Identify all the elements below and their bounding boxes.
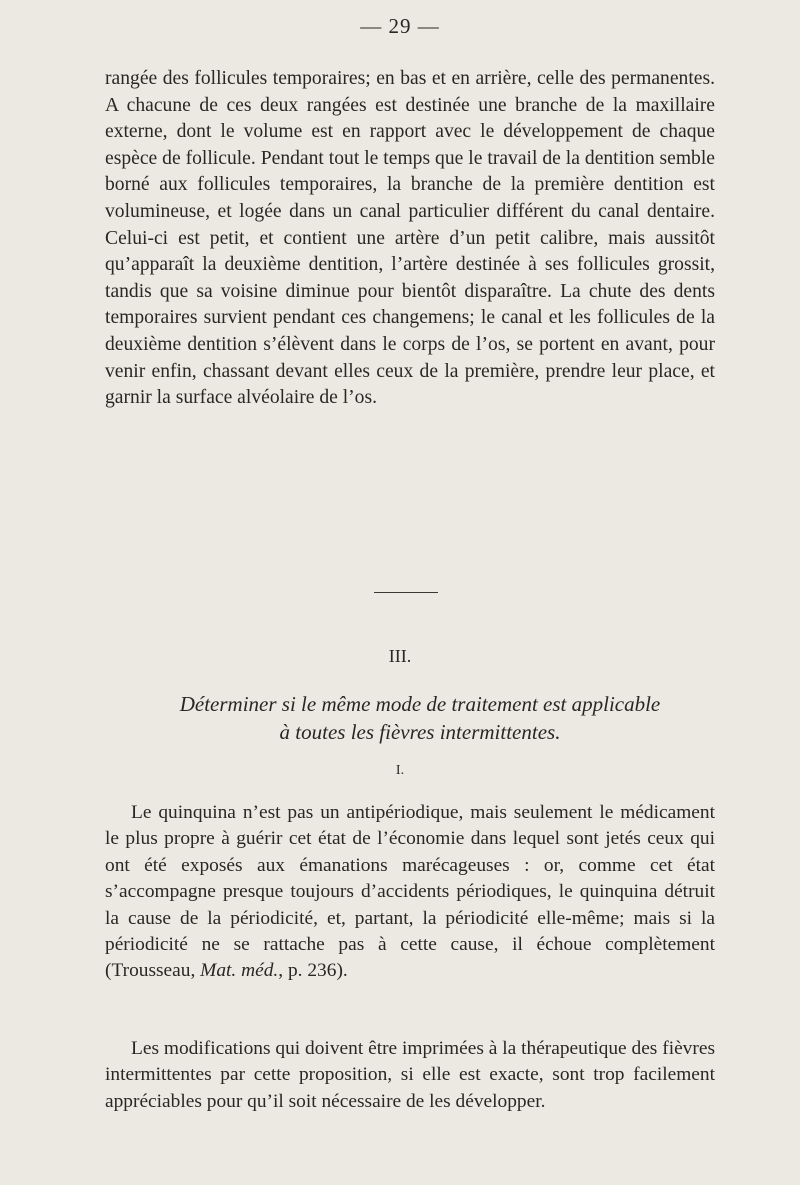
section-title-line-1: Déterminer si le même mode de traitement est applicable	[179, 692, 661, 716]
reference-title: Mat. méd.	[200, 960, 279, 982]
body-paragraph: rangée des follicules temporaires; en bas et en arrière, celle des permanentes. A chacune de ces deux rangées est destinée une branche de la maxillaire externe, dont le volume est en rapport avec le développement de chaque espèce de follicule. Pendant tout le temps que le travail de la dentition semble borné aux follicules temporaires, la branche de la première dentition est volumineuse, et logée dans un canal particulier différent du canal dentaire. Celui-ci est petit, et contient une artère d’un petit calibre, mais aussitôt qu’apparaît la deuxième dentition, l’artère destinée à ses follicules grossit, tandis que sa voisine diminue pour bientôt disparaître. La chute des dents temporaires survient pendant ces changemens; le canal et les follicules de la deuxième dentition s’élèvent dans le corps de l’os, se portent en avant, pour venir enfin, chassant devant elles ceux de la première, prendre leur place, et garnir la surface alvéolaire de l’os.	[105, 68, 715, 409]
subsection-number: I.	[395, 763, 405, 778]
section-divider	[374, 592, 438, 593]
section-title-line-2: à toutes les fièvres intermittentes.	[279, 720, 561, 744]
section-title	[130, 690, 710, 746]
section-number: III.	[388, 646, 412, 666]
section-paragraph	[105, 800, 715, 985]
paragraph-text: Le quinquina n’est pas un antipériodique, mais seulement le médicament le plus propre à guérir cet état de l’économie dans lequel sont jetés ceux qui ont été exposés aux émanations marécageuses : or, comme cet état s’accompagne presque toujours d’accidents périodiques, le quinquina détruit la cause de la périodicité, et, partant, la périodicité elle-même; mais si la périodicité ne se rattache pas à cette cause, il échoue complètement (Trousseau,	[105, 802, 715, 982]
reference-page: , p. 236).	[278, 960, 348, 982]
page-number: — 29 —	[360, 14, 440, 38]
section-paragraph: Les modifications qui doivent être imprimées à la thérapeutique des fièvres intermittentes par cette proposition, si elle est exacte, sont trop facilement appréciables pour qu’il soit nécessaire de les développer.	[105, 1038, 715, 1112]
